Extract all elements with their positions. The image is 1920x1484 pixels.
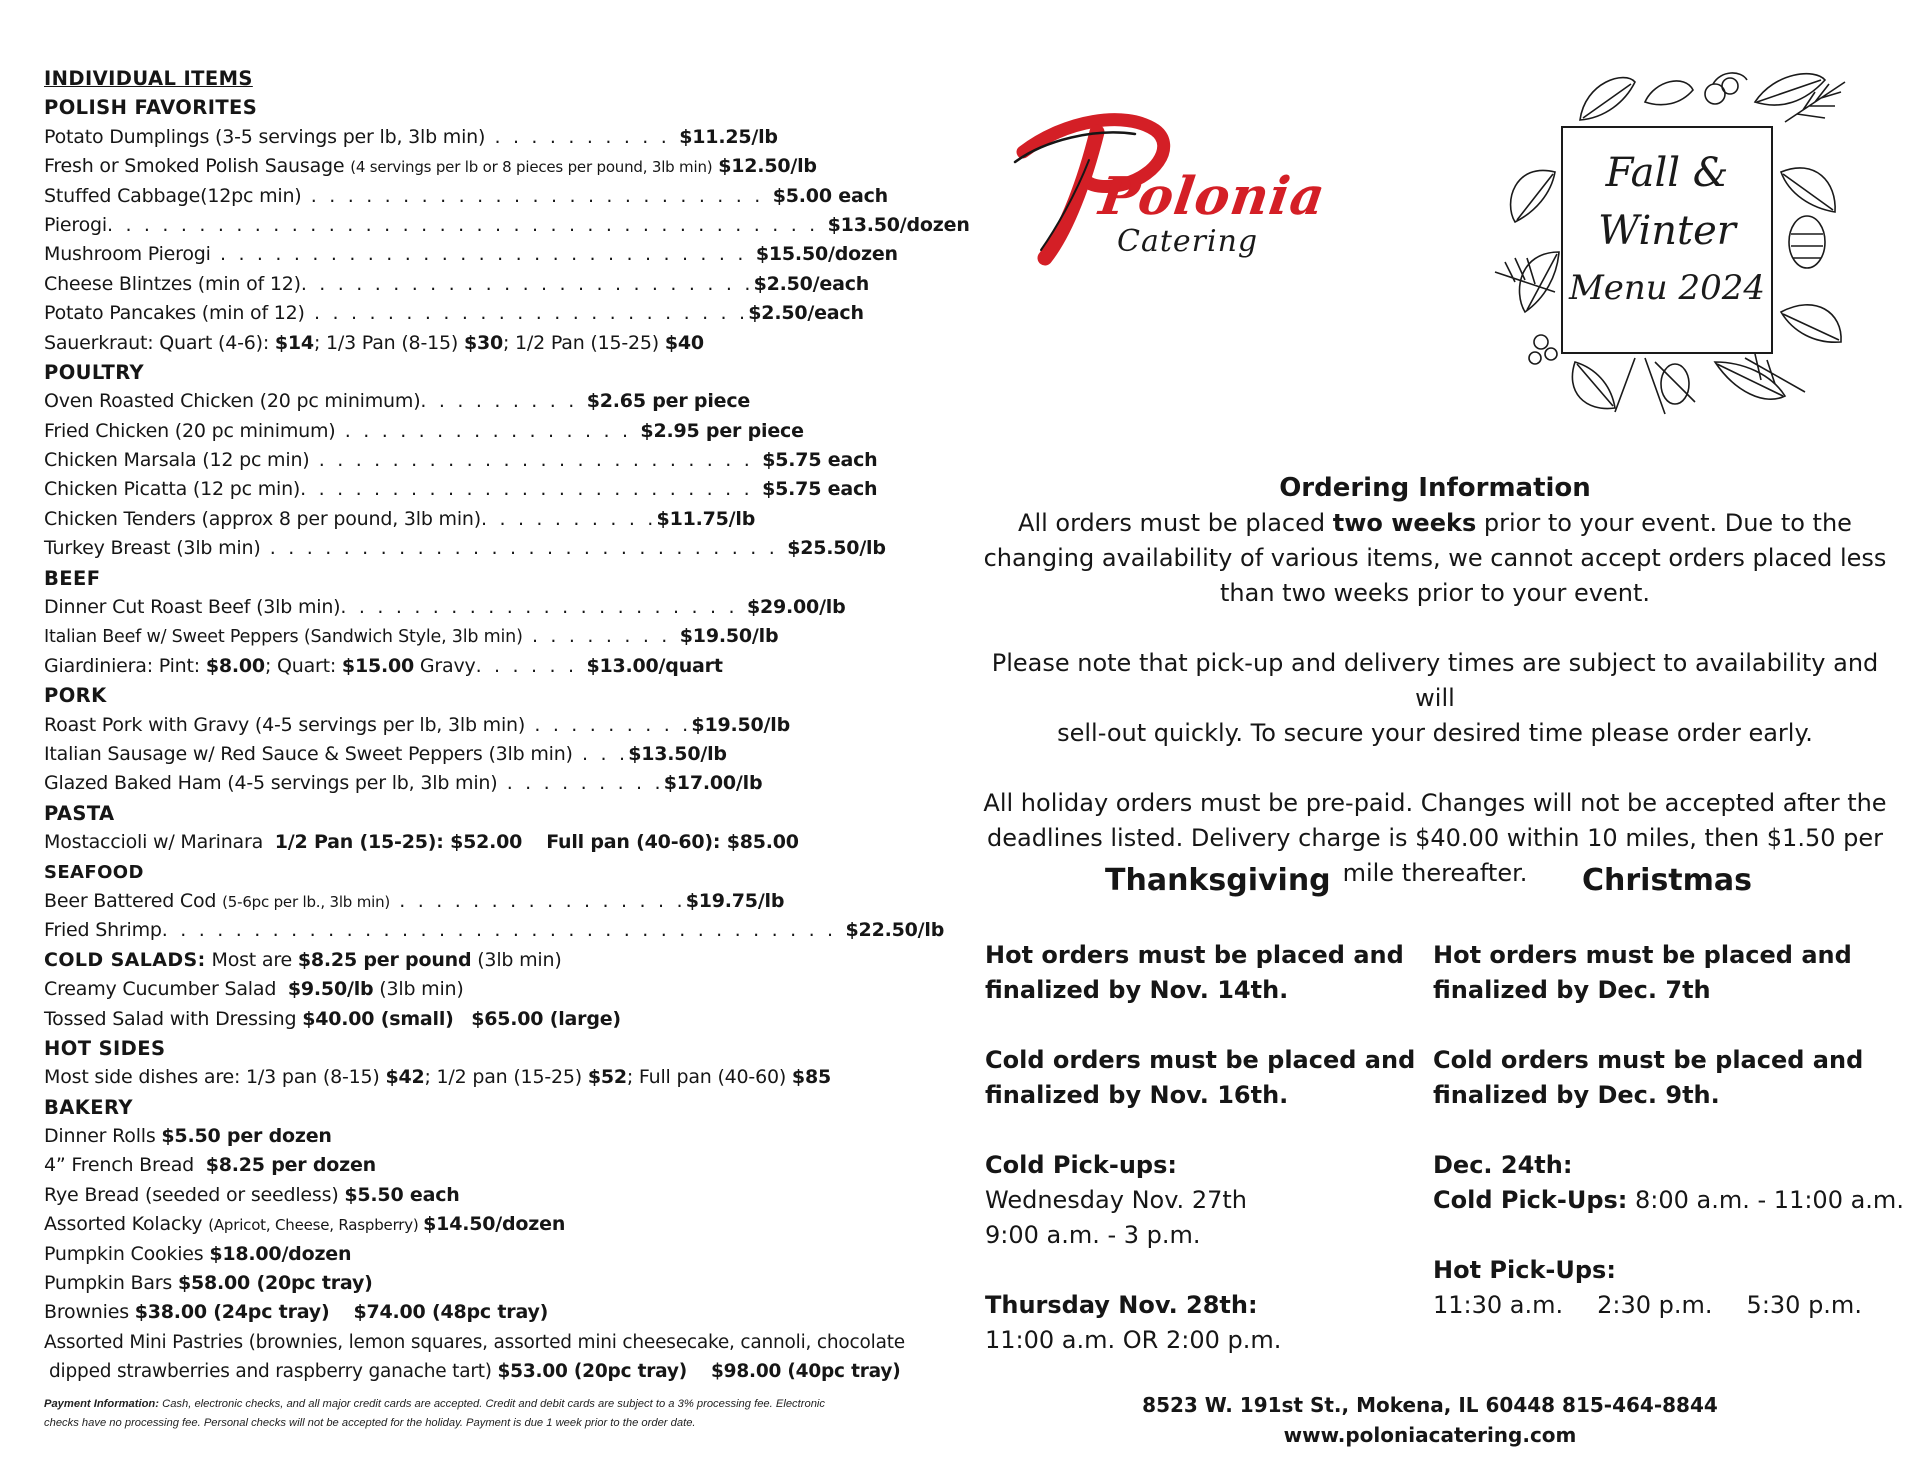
season-line-3: Menu 2024	[1568, 268, 1766, 308]
section-heading-hot-sides: HOT SIDES	[44, 1036, 166, 1060]
menu-item-mushroom-pierogi: Mushroom Pierogi . . . . . . . . . . . . . . . . . . . . . . . . . . . . . $15.50/dozen	[44, 243, 898, 266]
menu-item-fried-chicken: Fried Chicken (20 pc minimum) . . . . . . . . . . . . . . . . $2.95 per piece	[44, 419, 804, 442]
menu-item-mostaccioli: Mostaccioli w/ Marinara 1/2 Pan (15-25): $52.00 Full pan (40-60): $85.00	[44, 831, 799, 854]
menu-item-french-bread: 4” French Bread $8.25 per dozen	[44, 1154, 376, 1177]
menu-item-chicken-picatta: Chicken Picatta (12 pc min). . . . . . . . . . . . . . . . . . . . . . . . . $5.75 each	[44, 478, 878, 501]
ordering-paragraph-1: All orders must be placed two weeks prior to your event. Due to the	[1018, 509, 1852, 537]
menu-item-chicken-tenders: Chicken Tenders (approx 8 per pound, 3lb min). . . . . . . . . .$11.75/lb	[44, 507, 756, 530]
menu-item-kolacky: Assorted Kolacky (Apricot, Cheese, Raspberry) $14.50/dozen	[44, 1213, 566, 1236]
menu-item-brownies: Brownies $38.00 (24pc tray) $74.00 (48pc tray)	[44, 1301, 549, 1324]
section-heading-polish-favorites: POLISH FAVORITES	[44, 96, 258, 120]
christmas-hot-pickups-label: Hot Pick-Ups:	[1433, 1256, 1616, 1284]
christmas-schedule	[1433, 938, 1903, 1323]
section-heading-seafood: SEAFOOD	[44, 861, 144, 883]
christmas-cold-pickups: Cold Pick-Ups: 8:00 a.m. - 11:00 a.m.	[1433, 1186, 1904, 1214]
thanksgiving-thursday-time: 11:00 a.m. OR 2:00 p.m.	[985, 1326, 1282, 1354]
footer-address: 8523 W. 191st St., Mokena, IL 60448 815-464-8844	[1142, 1393, 1718, 1417]
menu-item-fried-shrimp: Fried Shrimp. . . . . . . . . . . . . . . . . . . . . . . . . . . . . . . . . . . . . $22.50/lb	[44, 919, 945, 942]
footer-contact	[1090, 1390, 1770, 1450]
ordering-paragraph-3-line-3: mile thereafter.	[1342, 859, 1528, 887]
thanksgiving-schedule	[985, 938, 1425, 1358]
ordering-paragraph-1-line-2: changing availability of various items, we cannot accept orders placed less	[983, 544, 1887, 572]
menu-item-polish-sausage: Fresh or Smoked Polish Sausage (4 servings per lb or 8 pieces per pound, 3lb min) $12.50/lb	[44, 155, 817, 178]
season-frame	[1485, 62, 1855, 422]
payment-information: Payment Information: Cash, electronic checks, and all major credit cards are accepted. Credit and debit cards are subject to a 3% processing fee. Electronic checks have no processing fee. Personal checks will not be accepted for the holiday. Payment is due 1 week prior to the order date.	[44, 1398, 825, 1429]
section-heading-beef: BEEF	[44, 566, 101, 590]
menu-item-italian-sausage: Italian Sausage w/ Red Sauce & Sweet Peppers (3lb min) . . .$13.50/lb	[44, 742, 727, 765]
footer-website[interactable]: www.poloniacatering.com	[1283, 1423, 1577, 1447]
christmas-cold-deadline: Cold orders must be placed and	[1433, 1046, 1864, 1074]
christmas-cold-deadline-date: finalized by Dec. 9th.	[1433, 1081, 1720, 1109]
section-heading-pasta: PASTA	[44, 801, 115, 825]
menu-item-oven-roasted-chicken: Oven Roasted Chicken (20 pc minimum). . . . . . . . . $2.65 per piece	[44, 390, 751, 413]
logo-brand-name: Polonia	[1095, 166, 1330, 227]
menu-item-stuffed-cabbage: Stuffed Cabbage(12pc min) . . . . . . . . . . . . . . . . . . . . . . . . . $5.00 each	[44, 184, 888, 207]
menu-item-glazed-ham: Glazed Baked Ham (4-5 servings per lb, 3lb min) . . . . . . . . .$17.00/lb	[44, 772, 763, 795]
logo-tagline: Catering	[1117, 224, 1259, 259]
menu-item-rye-bread: Rye Bread (seeded or seedless) $5.50 each	[44, 1183, 460, 1206]
menu-item-tossed-salad: Tossed Salad with Dressing $40.00 (small) $65.00 (large)	[44, 1007, 621, 1030]
section-heading-pork: PORK	[44, 684, 107, 708]
thanksgiving-cold-deadline: Cold orders must be placed and	[985, 1046, 1416, 1074]
menu-item-dinner-rolls: Dinner Rolls $5.50 per dozen	[44, 1125, 332, 1148]
menu-item-beer-battered-cod: Beer Battered Cod (5-6pc per lb., 3lb min) . . . . . . . . . . . . . . . .$19.75/lb	[44, 889, 785, 912]
thanksgiving-hot-deadline: Hot orders must be placed and	[985, 941, 1404, 969]
menu-item-turkey-breast: Turkey Breast (3lb min) . . . . . . . . . . . . . . . . . . . . . . . . . . . . $25.50/lb	[44, 537, 886, 560]
menu-item-mini-pastries-cont: dipped strawberries and raspberry ganache tart) $53.00 (20pc tray) $98.00 (40pc tray)	[49, 1361, 901, 1383]
season-line-1: Fall &	[1605, 150, 1729, 196]
season-title-box	[1561, 126, 1773, 354]
thanksgiving-thursday-label: Thursday Nov. 28th:	[985, 1291, 1258, 1319]
thanksgiving-title: Thanksgiving	[1105, 863, 1331, 898]
ordering-paragraph-3: All holiday orders must be pre-paid. Changes will not be accepted after the	[983, 789, 1887, 817]
christmas-title: Christmas	[1582, 863, 1753, 898]
menu-item-pierogi: Pierogi. . . . . . . . . . . . . . . . . . . . . . . . . . . . . . . . . . . . . . . $13.50/dozen	[44, 213, 970, 236]
thanksgiving-hot-deadline-date: finalized by Nov. 14th.	[985, 976, 1289, 1004]
christmas-date-label: Dec. 24th:	[1433, 1151, 1573, 1179]
ordering-information	[970, 470, 1900, 891]
menu-item-hot-sides: Most side dishes are: 1/3 pan (8-15) $42; 1/2 pan (15-25) $52; Full pan (40-60) $85	[44, 1066, 831, 1089]
season-line-2: Winter	[1598, 208, 1736, 254]
menu-item-mini-pastries: Assorted Mini Pastries (brownies, lemon squares, assorted mini cheesecake, cannoli, chocolate	[44, 1331, 905, 1353]
section-heading-bakery: BAKERY	[44, 1095, 133, 1119]
ordering-paragraph-1-line-3: than two weeks prior to your event.	[1220, 579, 1650, 607]
thanksgiving-cold-pickups-time: 9:00 a.m. - 3 p.m.	[985, 1221, 1201, 1249]
menu-item-cheese-blintzes: Cheese Blintzes (min of 12). . . . . . . . . . . . . . . . . . . . . . . . .$2.50/each	[44, 272, 870, 295]
menu-item-sauerkraut: Sauerkraut: Quart (4-6): $14; 1/3 Pan (8-15) $30; 1/2 Pan (15-25) $40	[44, 331, 704, 354]
ordering-paragraph-2: Please note that pick-up and delivery times are subject to availability and will	[991, 649, 1879, 712]
thanksgiving-cold-pickups-label: Cold Pick-ups:	[985, 1151, 1177, 1179]
menu-item-potato-pancakes: Potato Pancakes (min of 12) . . . . . . . . . . . . . . . . . . . . . . . .$2.50/each	[44, 302, 864, 325]
ordering-paragraph-2-line-2: sell-out quickly. To secure your desired time please order early.	[1057, 719, 1813, 747]
section-heading-poultry: POULTRY	[44, 360, 145, 384]
christmas-hot-deadline: Hot orders must be placed and	[1433, 941, 1852, 969]
polonia-logo	[1005, 100, 1330, 280]
menu-item-italian-beef: Italian Beef w/ Sweet Peppers (Sandwich Style, 3lb min) . . . . . . . . $19.50/lb	[44, 625, 779, 648]
ordering-title: Ordering Information	[1279, 473, 1591, 503]
menu-item-pumpkin-bars: Pumpkin Bars $58.00 (20pc tray)	[44, 1272, 373, 1295]
ordering-paragraph-3-line-2: deadlines listed. Delivery charge is $40.00 within 10 miles, then $1.50 per	[986, 824, 1883, 852]
menu-item-pumpkin-cookies: Pumpkin Cookies $18.00/dozen	[44, 1242, 352, 1265]
thanksgiving-cold-pickups-day: Wednesday Nov. 27th	[985, 1186, 1247, 1214]
section-heading-cold-salads: COLD SALADS: Most are $8.25 per pound (3lb min)	[44, 948, 562, 971]
menu-item-cucumber-salad: Creamy Cucumber Salad $9.50/lb (3lb min)	[44, 978, 464, 1001]
menu-item-roast-pork: Roast Pork with Gravy (4-5 servings per lb, 3lb min) . . . . . . . . .$19.50/lb	[44, 713, 790, 736]
section-heading-individual-items: INDIVIDUAL ITEMS	[44, 67, 253, 90]
menu-list	[44, 64, 970, 1387]
menu-item-giardiniera: Giardiniera: Pint: $8.00; Quart: $15.00 Gravy. . . . . . $13.00/quart	[44, 654, 723, 677]
christmas-hot-pickups-times: 11:30 a.m. 2:30 p.m. 5:30 p.m.	[1433, 1291, 1862, 1319]
thanksgiving-cold-deadline-date: finalized by Nov. 16th.	[985, 1081, 1289, 1109]
menu-item-roast-beef: Dinner Cut Roast Beef (3lb min). . . . . . . . . . . . . . . . . . . . . . $29.00/lb	[44, 596, 846, 619]
menu-item-potato-dumplings: Potato Dumplings (3-5 servings per lb, 3lb min) . . . . . . . . . . $11.25/lb	[44, 125, 778, 148]
christmas-hot-deadline-date: finalized by Dec. 7th	[1433, 976, 1711, 1004]
menu-item-chicken-marsala: Chicken Marsala (12 pc min) . . . . . . . . . . . . . . . . . . . . . . . . $5.75 each	[44, 449, 878, 472]
